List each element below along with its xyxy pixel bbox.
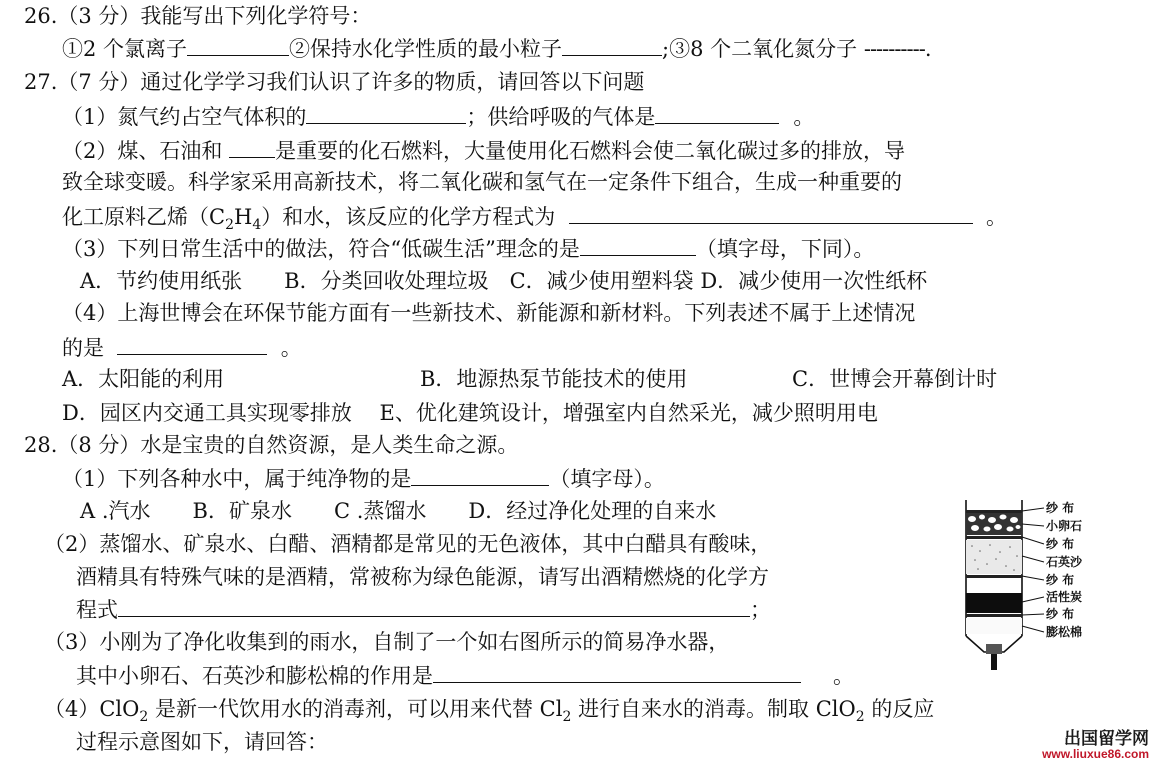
label-activated-carbon: 活性炭 (1046, 590, 1083, 604)
q27-p1-blank-2[interactable] (655, 101, 779, 124)
q28-part2-line2: 酒精具有特殊气味的是酒精，常被称为绿色能源，请写出酒精燃烧的化学方 (76, 565, 769, 589)
watermark-url: www.liuxue86.com (1042, 747, 1149, 762)
q27-p4-text-a: 的是 (62, 336, 104, 360)
q27-p2-formula-h: H (234, 205, 253, 229)
q28-p2-text-a: 程式 (76, 598, 118, 622)
q26-title: 26.（3 分）我能写出下列化学符号： (24, 4, 372, 28)
q27-p4-option-b: B．地源热泵节能技术的使用 (420, 367, 688, 391)
q28-p2-equation-blank[interactable] (118, 594, 750, 617)
q28-p4-text-d: 的反应 (871, 697, 935, 721)
q28-title: 28.（8 分）水是宝贵的自然资源，是人类生命之源。 (24, 433, 519, 457)
q26-chloride-ion-label: ①2 个氯离子 (62, 37, 188, 61)
q27-p3-text-a: （3）下列日常生活中的做法，符合“低碳生活”理念的是 (62, 237, 580, 261)
q26-blank-3[interactable]: ----------. (863, 37, 931, 61)
q28-p1-blank[interactable] (411, 463, 549, 486)
filter-spout (991, 654, 997, 670)
q27-p1-blank-1[interactable] (306, 101, 466, 124)
q28-p4-text-b: 是新一代饮用水的消毒剂，可以用来代替 Cl (154, 697, 563, 721)
q27-part2-line2: 致全球变暖。科学家采用高新技术，将二氧化碳和氢气在一定条件下组合，生成一种重要的 (62, 170, 902, 194)
gauze-layer-3 (966, 575, 1022, 578)
q27-p1-text-c: 。 (793, 105, 815, 129)
gauze-layer-1 (966, 510, 1022, 513)
q28-p4-text-a: （4）ClO (44, 697, 140, 721)
label-leader-lines (1022, 508, 1044, 632)
q27-p1-text-a: （1）氮气约占空气体积的 (62, 105, 307, 129)
label-gauze-3: 纱 布 (1046, 573, 1075, 587)
q27-title: 27.（7 分）通过化学学习我们认识了许多的物质，请回答以下问题 (24, 70, 645, 94)
label-gauze-1: 纱 布 (1046, 501, 1075, 515)
q27-part4-line1: （4）上海世博会在环保节能方面有一些新技术、新能源和新材料。下列表述不属于上述情况 (62, 301, 916, 325)
label-gauze-4: 纱 布 (1046, 607, 1075, 621)
q27-p2-equation-blank[interactable] (569, 201, 973, 224)
q28-p1-text-b: （填字母）。 (549, 467, 665, 491)
q26-water-particle-label: ②保持水化学性质的最小粒子 (289, 37, 563, 61)
q27-p3-text-b: （填字母，下同）。 (695, 237, 875, 261)
q28-p3-text-b: 。 (833, 664, 854, 688)
q27-part3-options: A．节约使用纸张 B．分类回收处理垃圾 C．减少使用塑料袋 D．减少使用一次性纸杯 (80, 269, 928, 293)
q26-line1 (62, 33, 931, 64)
q27-part2-line1 (62, 135, 905, 166)
q28-part3-line1: （3）小刚为了净化收集到的雨水，自制了一个如右图所示的简易净水器， (44, 630, 730, 654)
q28-part1-options: A .汽水 B．矿泉水 C .蒸馏水 D．经过净化处理的自来水 (80, 499, 717, 523)
label-quartz-sand: 石英沙 (1046, 555, 1083, 569)
water-filter-diagram (960, 496, 1100, 674)
q28-p4-text-c: 进行自来水的消毒。制取 ClO (578, 697, 856, 721)
q27-p2-formula-sub1: 2 (225, 217, 234, 234)
q27-p4-blank[interactable] (117, 332, 267, 355)
q28-p2-text-b: ； (750, 598, 771, 622)
q28-part3-line2 (76, 660, 854, 691)
q27-part4-line2 (62, 332, 302, 363)
q27-p1-text-b: ；供给呼吸的气体是 (466, 105, 656, 129)
q27-p4-text-b: 。 (280, 336, 302, 360)
q28-p3-blank[interactable] (433, 660, 801, 683)
pebble-layer (966, 513, 1022, 535)
q27-part3 (62, 233, 874, 264)
q28-p4-sub3: 2 (855, 709, 865, 726)
watermark (1042, 728, 1149, 762)
q28-part2-line3 (76, 594, 771, 625)
q27-p4-option-a: A．太阳能的利用 (62, 367, 225, 391)
label-gauze-2: 纱 布 (1046, 537, 1075, 551)
q27-p2-text-c: 。 (985, 205, 1007, 229)
q27-p2-text-a: （2）煤、石油和 (62, 139, 223, 163)
q28-p3-text-a: 其中小卵石、石英沙和膨松棉的作用是 (76, 664, 433, 688)
q28-p4-sub2: 2 (562, 709, 572, 726)
q27-p2-formula-sub2: 4 (252, 217, 262, 234)
q27-p2-blank-1[interactable] (229, 135, 275, 158)
q27-p4-option-c: C．世博会开幕倒计时 (792, 367, 998, 391)
q28-p1-text-a: （1）下列各种水中，属于纯净物的是 (62, 467, 412, 491)
q27-part1 (62, 101, 814, 132)
q27-p3-blank[interactable] (580, 233, 696, 256)
gauze-layer-4 (966, 614, 1022, 617)
q27-p4-option-de: D．园区内交通工具实现零排放 E、优化建筑设计，增强室内自然采光，减少照明用电 (62, 401, 878, 425)
q28-part4-line2: 过程示意图如下，请回答： (76, 730, 328, 754)
q26-no2-label: ;③8 个二氧化氮分子 (662, 37, 858, 61)
q27-p2-formula-a: 化工原料乙烯（C (62, 205, 226, 229)
quartz-sand-layer (966, 540, 1022, 574)
label-pebbles: 小卵石 (1046, 519, 1083, 533)
gauze-layer-2 (966, 536, 1022, 539)
q27-p2-text-b2: ）和水，该反应的化学方程式为 (261, 205, 556, 229)
q28-part2-line1: （2）蒸馏水、矿泉水、白醋、酒精都是常见的无色液体，其中白醋具有酸味， (44, 532, 772, 556)
label-cotton: 膨松棉 (1046, 625, 1083, 639)
activated-carbon-layer (966, 593, 1022, 613)
filter-cap (986, 644, 1002, 654)
q28-part1 (62, 463, 665, 494)
q27-p2-text-b: 是重要的化石燃料，大量使用化石燃料会使二氧化碳过多的排放，导 (275, 139, 906, 163)
q28-p4-sub1: 2 (139, 709, 149, 726)
cotton-layer (966, 618, 1022, 634)
q26-blank-2[interactable] (562, 33, 662, 56)
watermark-title: 出国留学网 (1064, 728, 1149, 749)
q26-blank-1[interactable] (187, 33, 289, 56)
